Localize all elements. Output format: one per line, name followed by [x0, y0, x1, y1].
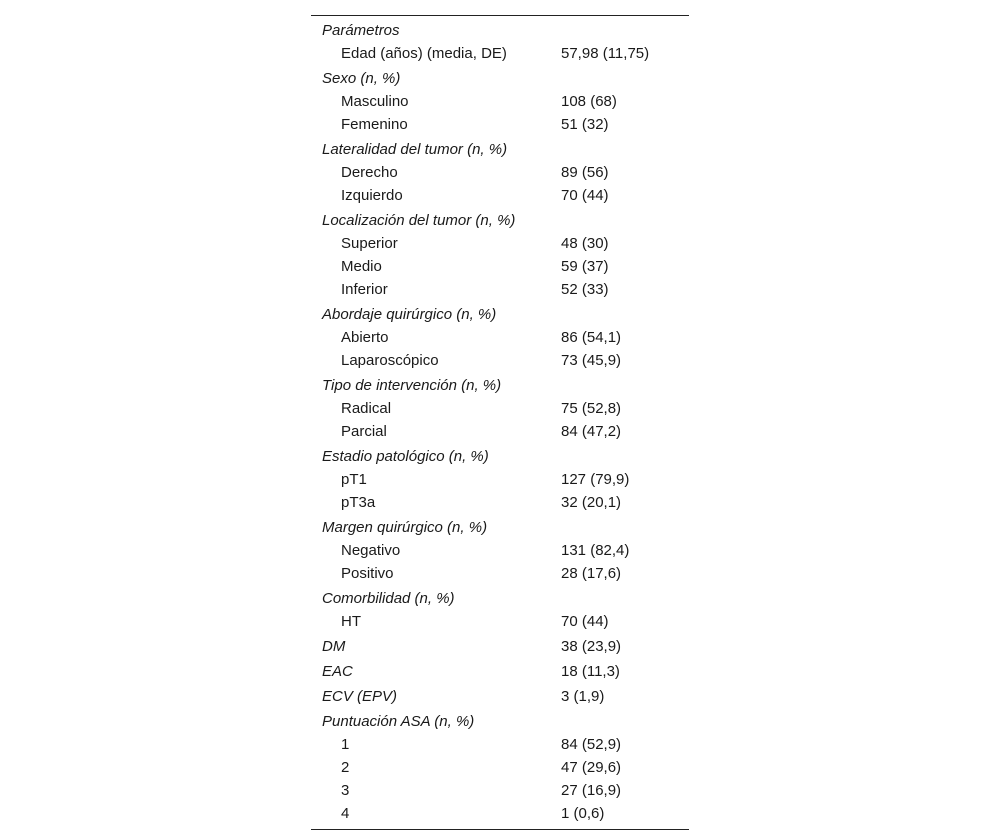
table-row — [311, 756, 689, 779]
table-row — [311, 562, 689, 585]
table-row — [311, 349, 689, 372]
row-label: Femenino — [341, 116, 408, 133]
row-value: 3 (1,9) — [561, 688, 605, 705]
table-row — [311, 539, 689, 562]
row-value: 28 (17,6) — [561, 565, 622, 582]
table-row — [311, 491, 689, 514]
row-label: Superior — [341, 235, 398, 252]
row-label: 2 — [341, 759, 350, 776]
row-value: 27 (16,9) — [561, 782, 622, 799]
table-row — [311, 610, 689, 633]
row-label: Abierto — [341, 329, 389, 346]
table-row — [311, 184, 689, 207]
section-label: EAC — [322, 663, 353, 680]
table-row — [311, 468, 689, 491]
row-value: 131 (82,4) — [561, 542, 630, 559]
table-row — [311, 397, 689, 420]
table-section-row — [311, 303, 689, 326]
section-label: Puntuación ASA (n, %) — [322, 713, 475, 730]
table-section-row — [311, 445, 689, 468]
row-label: Inferior — [341, 281, 388, 298]
table-section-row — [311, 19, 689, 42]
section-label: Localización del tumor (n, %) — [322, 212, 516, 229]
row-label: Medio — [341, 258, 382, 275]
row-label: Izquierdo — [341, 187, 403, 204]
table-section-row — [311, 374, 689, 397]
row-value: 18 (11,3) — [561, 663, 620, 680]
row-value: 59 (37) — [561, 258, 609, 275]
row-label: Parcial — [341, 423, 387, 440]
table-row — [311, 733, 689, 756]
row-value: 127 (79,9) — [561, 471, 630, 488]
row-label: 4 — [341, 805, 350, 822]
row-label: Edad (años) (media, DE) — [341, 45, 507, 62]
row-value: 32 (20,1) — [561, 494, 622, 511]
row-label: 3 — [341, 782, 350, 799]
section-label: Margen quirúrgico (n, %) — [322, 519, 488, 536]
table-row — [311, 802, 689, 825]
section-label: Tipo de intervención (n, %) — [322, 377, 502, 394]
table-section-row — [311, 209, 689, 232]
row-label: pT1 — [341, 471, 367, 488]
section-label: Parámetros — [322, 22, 400, 39]
section-label: Lateralidad del tumor (n, %) — [322, 141, 508, 158]
table-section-row — [311, 587, 689, 610]
section-label: Comorbilidad (n, %) — [322, 590, 455, 607]
row-value: 70 (44) — [561, 187, 609, 204]
row-label: Laparoscópico — [341, 352, 439, 369]
row-value: 51 (32) — [561, 116, 609, 133]
table-section-row — [311, 138, 689, 161]
patient-characteristics-table — [311, 15, 689, 830]
row-label: Masculino — [341, 93, 409, 110]
row-value: 108 (68) — [561, 93, 617, 110]
table-section-row — [311, 685, 689, 708]
row-label: Derecho — [341, 164, 398, 181]
row-label: Radical — [341, 400, 392, 417]
section-label: ECV (EPV) — [322, 688, 398, 705]
row-value: 75 (52,8) — [561, 400, 622, 417]
table-section-row — [311, 660, 689, 683]
row-value: 70 (44) — [561, 613, 609, 630]
table-section-row — [311, 635, 689, 658]
table-row — [311, 232, 689, 255]
row-value: 47 (29,6) — [561, 759, 622, 776]
row-label: Positivo — [341, 565, 394, 582]
row-value: 1 (0,6) — [561, 805, 605, 822]
table-row — [311, 420, 689, 443]
section-label: DM — [322, 638, 346, 655]
section-label: Abordaje quirúrgico (n, %) — [322, 306, 497, 323]
table-row — [311, 90, 689, 113]
row-label: HT — [341, 613, 361, 630]
table-section-row — [311, 67, 689, 90]
section-label: Estadio patológico (n, %) — [322, 448, 489, 465]
table-row — [311, 42, 689, 65]
row-value: 48 (30) — [561, 235, 609, 252]
section-label: Sexo (n, %) — [322, 70, 401, 87]
table-section-row — [311, 710, 689, 733]
table-row — [311, 779, 689, 802]
table-row — [311, 255, 689, 278]
table-section-row — [311, 516, 689, 539]
row-value: 84 (47,2) — [561, 423, 622, 440]
row-value: 84 (52,9) — [561, 736, 622, 753]
table-row — [311, 326, 689, 349]
table-row — [311, 278, 689, 301]
table-row — [311, 113, 689, 136]
row-label: Negativo — [341, 542, 401, 559]
row-label: pT3a — [341, 494, 376, 511]
row-value: 57,98 (11,75) — [561, 45, 650, 62]
row-value: 73 (45,9) — [561, 352, 622, 369]
row-value: 52 (33) — [561, 281, 609, 298]
row-label: 1 — [341, 736, 350, 753]
table-row — [311, 161, 689, 184]
row-value: 89 (56) — [561, 164, 609, 181]
row-value: 38 (23,9) — [561, 638, 622, 655]
row-value: 86 (54,1) — [561, 329, 622, 346]
